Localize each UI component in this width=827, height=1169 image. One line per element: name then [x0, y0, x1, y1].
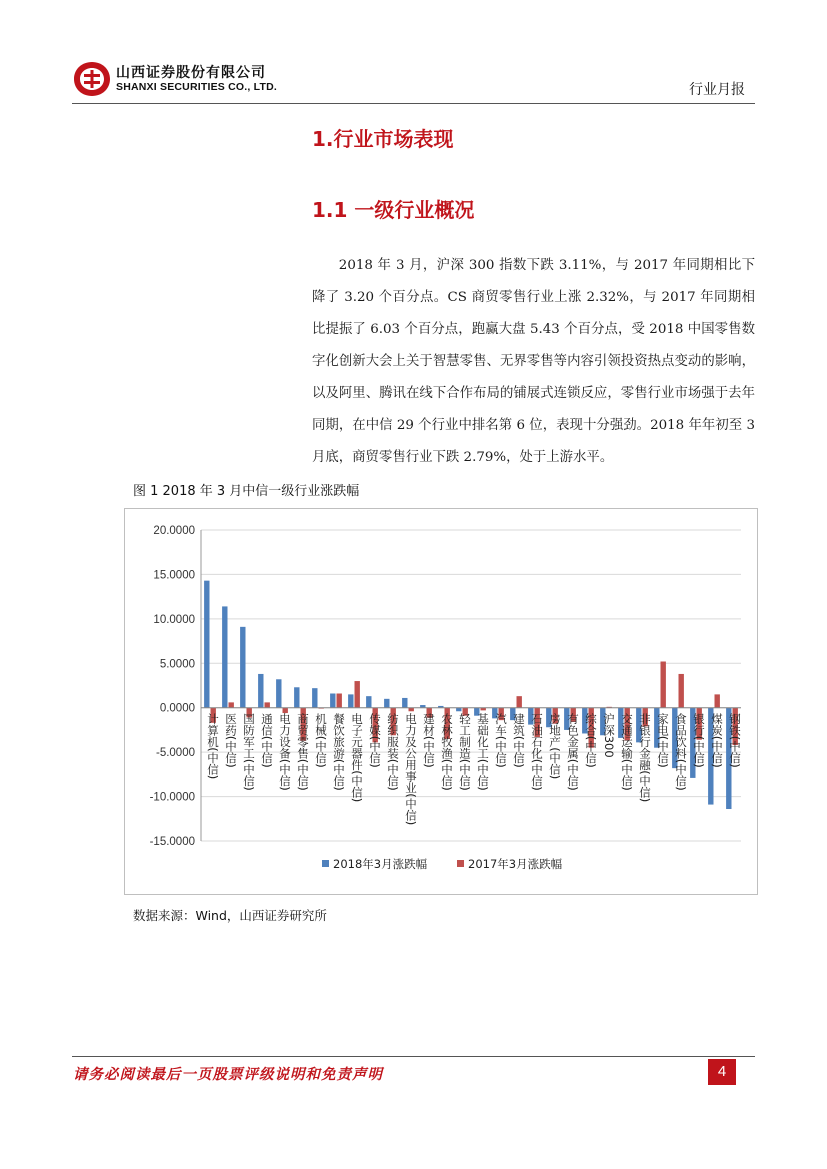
bar-2017-25 [661, 662, 666, 708]
y-tick-label: 5.0000 [159, 658, 195, 671]
y-tick-label: -10.0000 [149, 791, 195, 804]
company-name-en: SHANXI SECURITIES CO., LTD. [116, 81, 277, 93]
x-category-label: 家电(中信) [656, 712, 670, 768]
x-category-label: 沪深300 [602, 712, 616, 758]
company-name-cn: 山西证券股份有限公司 [116, 65, 266, 81]
bar-2017-17 [517, 696, 522, 708]
x-category-label: 纺织服装(中信) [386, 712, 400, 791]
bar-2017-26 [679, 674, 684, 708]
x-category-label: 电子元器件(中信) [350, 712, 364, 803]
y-tick-label: -5.0000 [155, 747, 195, 760]
disclaimer-text: 请务必阅读最后一页股票评级说明和免责声明 [73, 1066, 383, 1083]
bar-2018-7 [330, 693, 335, 707]
x-category-label: 通信(中信) [260, 712, 274, 768]
data-source: 数据来源：Wind，山西证券研究所 [133, 908, 327, 923]
x-category-label: 农林牧渔(中信) [440, 712, 454, 791]
bar-2018-10 [384, 699, 389, 708]
bar-2018-5 [294, 687, 299, 707]
x-category-label: 有色金属(中信) [566, 712, 580, 791]
bar-2018-11 [402, 698, 407, 708]
bar-2017-28 [715, 694, 720, 707]
bar-2018-9 [366, 696, 371, 708]
bar-2017-7 [337, 693, 342, 707]
figure-caption: 图 1 2018 年 3 月中信一级行业涨跌幅 [133, 484, 360, 499]
legend-label-0: 2018年3月涨跌幅 [333, 857, 428, 871]
x-category-label: 电力设备(中信) [278, 712, 292, 791]
header-divider [72, 103, 755, 104]
x-category-label: 石油石化(中信) [530, 712, 544, 791]
y-tick-label: 10.0000 [153, 613, 195, 626]
body-paragraph: 2018 年 3 月，沪深 300 指数下跌 3.11%，与 2017 年同期相比下降了 3.20 个百分点。CS 商贸零售行业上涨 2.32%，与 2017 年同期相比提振了 6.03 个百分点，跑赢大盘 5.43 个百分点，受 2018 中国零售数字化创新大会上关于智慧零售、无界零售等内容引领投资热点变动的影响，以及阿里、腾讯在线下合作布局的铺展式连锁反应，零售行业市场强于去年同期，在中信 29 个行业中排名第 6 位，表现十分强劲。2018 年年初至 3 月底，商贸零售行业下跌 2.79%，处于上游水平。 [312, 258, 755, 465]
y-tick-label: 15.0000 [153, 569, 195, 582]
x-category-label: 商贸零售(中信) [296, 712, 310, 791]
x-category-label: 食品饮料(中信) [674, 712, 688, 791]
x-category-label: 轻工制造(中信) [458, 712, 472, 791]
x-category-label: 建材(中信) [422, 712, 436, 768]
subsection-heading: 1.1 一级行业概况 [312, 198, 475, 222]
legend-swatch-0 [322, 860, 329, 867]
x-category-label: 综合(中信) [584, 712, 598, 768]
bar-2018-14 [456, 708, 461, 712]
bar-2018-8 [348, 694, 353, 707]
x-category-label: 房地产(中信) [548, 712, 562, 780]
bar-2017-3 [265, 702, 270, 707]
x-category-label: 国防军工(中信) [242, 712, 256, 791]
x-category-label: 煤炭(中信) [710, 712, 724, 768]
x-category-label: 基础化工(中信) [476, 712, 490, 791]
x-category-label: 电力及公用事业(中信) [404, 712, 418, 826]
x-category-label: 建筑(中信) [512, 712, 526, 768]
y-tick-label: -15.0000 [149, 836, 195, 848]
y-tick-label: 20.0000 [153, 525, 195, 537]
bar-2018-3 [258, 674, 263, 708]
bar-2018-0 [204, 581, 209, 708]
bar-2017-11 [409, 708, 414, 712]
page-number: 4 [708, 1059, 736, 1085]
legend-swatch-1 [457, 860, 464, 867]
x-category-label: 机械(中信) [314, 712, 328, 768]
bar-2018-6 [312, 688, 317, 708]
legend-label-1: 2017年3月涨跌幅 [468, 857, 563, 871]
x-category-label: 计算机(中信) [206, 712, 220, 780]
x-category-label: 银行(中信) [692, 712, 706, 768]
bar-2018-2 [240, 627, 245, 708]
company-logo-icon [72, 60, 112, 98]
body-text [312, 250, 755, 474]
x-category-label: 医药(中信) [224, 712, 238, 768]
bar-2017-1 [229, 702, 234, 707]
section-heading: 1.行业市场表现 [312, 127, 454, 151]
x-category-label: 汽车(中信) [494, 712, 508, 768]
footer-divider [72, 1056, 755, 1057]
x-category-label: 钢铁(中信) [728, 712, 742, 768]
industry-return-bar-chart [124, 508, 758, 895]
x-category-label: 传媒(中信) [368, 712, 382, 768]
bar-2017-8 [355, 681, 360, 708]
y-tick-label: 0.0000 [159, 702, 195, 715]
bar-2018-4 [276, 679, 281, 707]
x-category-label: 非银行金融(中信) [638, 712, 652, 803]
bar-2018-1 [222, 606, 227, 707]
x-category-label: 餐饮旅游(中信) [332, 712, 346, 791]
report-type-label: 行业月报 [689, 82, 745, 98]
x-category-label: 交通运输(中信) [620, 712, 634, 791]
